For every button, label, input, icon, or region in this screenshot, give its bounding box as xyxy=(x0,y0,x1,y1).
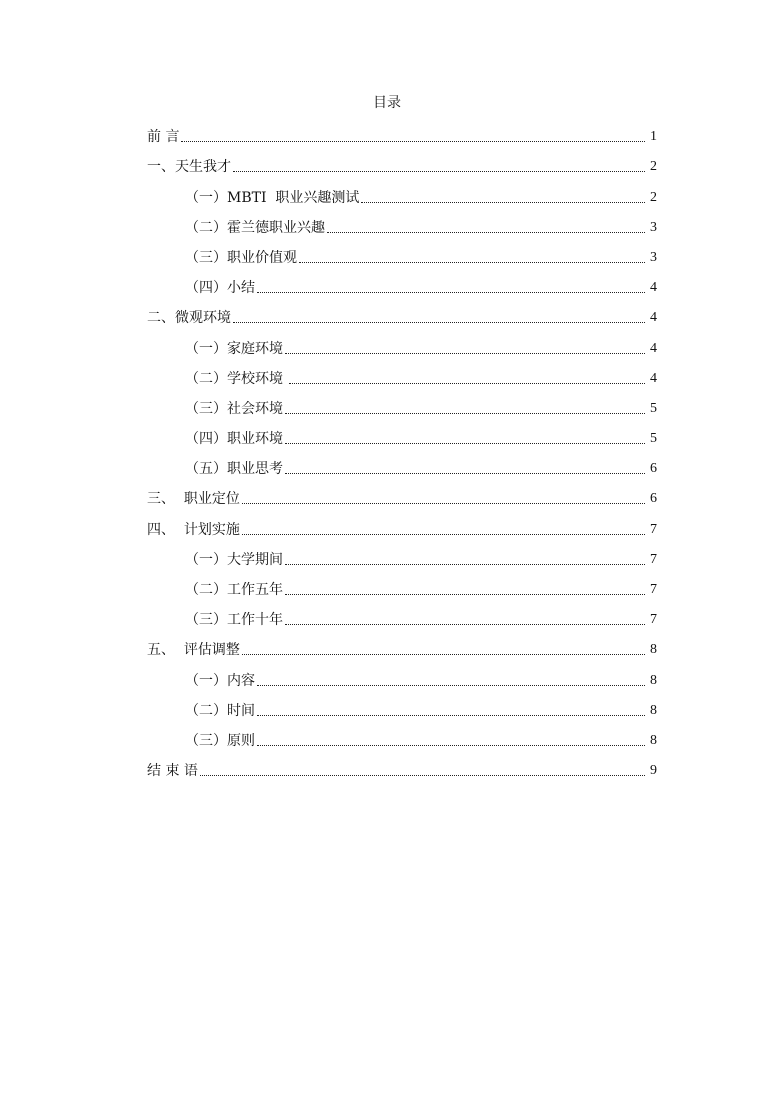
toc-entry-page-number: 4 xyxy=(650,340,657,356)
toc-entry-page-number: 1 xyxy=(650,129,657,145)
toc-entry-page-number: 4 xyxy=(650,310,657,326)
toc-dot-leader xyxy=(361,202,645,203)
table-of-contents xyxy=(147,116,657,780)
toc-dot-leader xyxy=(242,503,645,504)
toc-entry[interactable] xyxy=(147,599,657,629)
toc-dot-leader xyxy=(200,775,645,776)
toc-entry[interactable] xyxy=(147,267,657,297)
toc-dot-leader xyxy=(285,624,645,625)
toc-entry[interactable] xyxy=(147,418,657,448)
toc-entry-label: （一）大学期间 xyxy=(185,551,283,568)
toc-entry-page-number: 4 xyxy=(650,280,657,296)
toc-entry-label: （一）家庭环境 xyxy=(185,340,283,357)
toc-entry-label: 前 言 xyxy=(147,129,180,146)
toc-entry[interactable] xyxy=(147,569,657,599)
toc-entry-page-number: 5 xyxy=(650,431,657,447)
toc-entry[interactable] xyxy=(147,237,657,267)
toc-entry[interactable] xyxy=(147,388,657,418)
toc-entry-page-number: 8 xyxy=(650,732,657,748)
toc-entry-label: （三）原则 xyxy=(185,732,255,749)
toc-entry-label: （五）职业思考 xyxy=(185,461,283,478)
toc-dot-leader xyxy=(257,715,645,716)
toc-entry-label: 二、微观环境 xyxy=(147,310,231,327)
toc-dot-leader xyxy=(233,171,645,172)
toc-entry-page-number: 7 xyxy=(650,612,657,628)
toc-entry-label: （二）霍兰德职业兴趣 xyxy=(185,219,325,236)
toc-dot-leader xyxy=(289,383,645,384)
toc-title: 目录 xyxy=(373,95,401,111)
toc-dot-leader xyxy=(242,654,645,655)
toc-entry[interactable] xyxy=(147,358,657,388)
toc-entry[interactable] xyxy=(147,659,657,689)
toc-entry-page-number: 6 xyxy=(650,461,657,477)
toc-entry[interactable] xyxy=(147,448,657,478)
toc-entry-page-number: 9 xyxy=(650,763,657,779)
toc-entry-page-number: 8 xyxy=(650,702,657,718)
toc-dot-leader xyxy=(257,685,645,686)
toc-entry[interactable] xyxy=(147,176,657,206)
toc-entry-label: （二）工作五年 xyxy=(185,582,283,598)
toc-entry-page-number: 7 xyxy=(650,551,657,567)
toc-entry-label: （三）工作十年 xyxy=(185,612,283,629)
toc-dot-leader xyxy=(285,594,645,595)
toc-entry[interactable] xyxy=(147,297,657,327)
toc-entry-page-number: 5 xyxy=(650,400,657,416)
toc-dot-leader xyxy=(285,564,645,565)
toc-dot-leader xyxy=(257,745,645,746)
toc-entry-label: 五、 评估调整 xyxy=(147,642,240,659)
toc-entry-label: 结 束 语 xyxy=(147,763,198,780)
toc-entry-label: 三、 职业定位 xyxy=(147,491,240,508)
toc-entry-page-number: 7 xyxy=(650,521,657,537)
toc-entry[interactable] xyxy=(147,539,657,569)
toc-dot-leader xyxy=(299,262,645,263)
toc-dot-leader xyxy=(327,232,645,233)
toc-entry-label: （三）职业价值观 xyxy=(185,249,297,266)
toc-entry-label: （四）职业环境 xyxy=(185,431,283,448)
toc-entry-label: （三）社会环境 xyxy=(185,400,283,417)
toc-entry[interactable] xyxy=(147,146,657,176)
toc-entry-label: （四）小结 xyxy=(185,280,255,297)
toc-entry-label: （一）内容 xyxy=(185,672,255,689)
toc-dot-leader xyxy=(181,141,645,142)
toc-entry-page-number: 7 xyxy=(650,582,657,597)
toc-entry-label: 四、 计划实施 xyxy=(147,521,240,538)
toc-entry-label: 一、天生我才 xyxy=(147,159,231,176)
toc-entry[interactable] xyxy=(147,508,657,538)
toc-entry[interactable] xyxy=(147,750,657,780)
toc-entry[interactable] xyxy=(147,207,657,237)
toc-entry-page-number: 4 xyxy=(650,370,657,386)
toc-entry-page-number: 3 xyxy=(650,219,657,235)
toc-dot-leader xyxy=(242,534,645,535)
toc-entry[interactable] xyxy=(147,720,657,750)
toc-entry[interactable] xyxy=(147,629,657,659)
toc-entry-page-number: 3 xyxy=(650,249,657,265)
toc-entry[interactable] xyxy=(147,690,657,720)
toc-entry-label: （二）时间 xyxy=(185,702,255,719)
toc-dot-leader xyxy=(285,353,645,354)
toc-dot-leader xyxy=(285,443,645,444)
toc-dot-leader xyxy=(285,413,645,414)
toc-dot-leader xyxy=(257,292,645,293)
toc-entry[interactable] xyxy=(147,116,657,146)
toc-entry-label: （二）学校环境 xyxy=(185,370,288,387)
toc-entry-page-number: 8 xyxy=(650,672,657,688)
toc-entry-page-number: 2 xyxy=(650,189,657,205)
toc-entry-label: （一）MBTI 职业兴趣测试 xyxy=(185,189,360,206)
toc-entry[interactable] xyxy=(147,478,657,508)
toc-entry-page-number: 2 xyxy=(650,159,657,175)
toc-entry-page-number: 6 xyxy=(650,491,657,507)
toc-entry[interactable] xyxy=(147,327,657,357)
toc-dot-leader xyxy=(285,473,645,474)
toc-dot-leader xyxy=(233,322,645,323)
toc-entry-page-number: 8 xyxy=(650,642,657,658)
